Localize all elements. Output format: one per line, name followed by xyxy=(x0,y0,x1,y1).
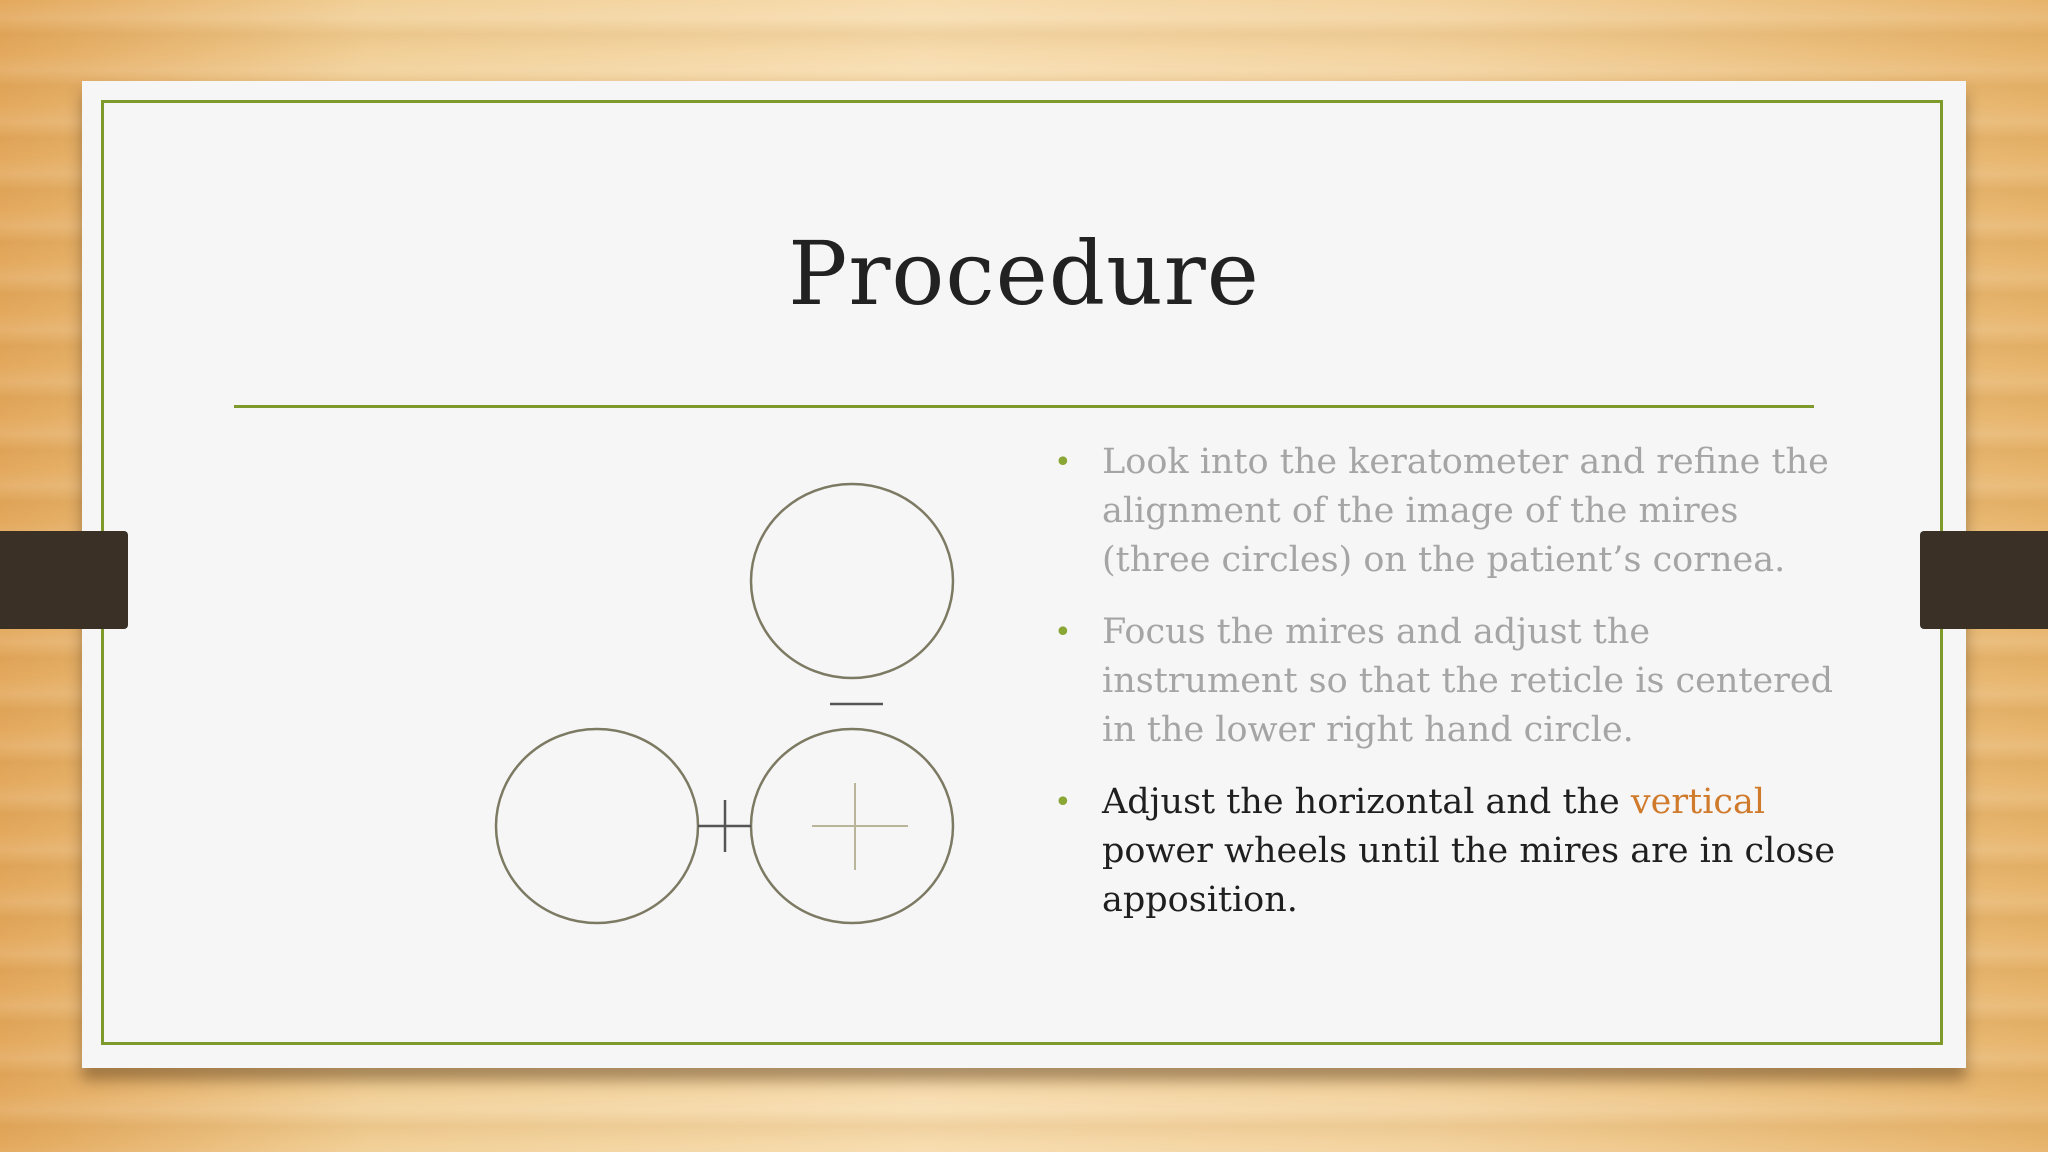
bullet-item-current xyxy=(1052,778,1842,925)
bullet-item xyxy=(1052,438,1842,585)
bullet-dot: • xyxy=(1054,615,1072,650)
top-mire-circle xyxy=(751,484,953,678)
bullet-text-before: Adjust the horizontal and the xyxy=(1102,782,1631,822)
bullet-text-after: power wheels until the mires are in close apposition. xyxy=(1102,831,1836,920)
bullet-text: Look into the keratometer and refine the alignment of the image of the mires (three circles) on the patient’s cornea. xyxy=(1102,442,1829,580)
bullet-dot: • xyxy=(1054,445,1072,480)
slide-title: Procedure xyxy=(788,222,1260,325)
right-binder-clip xyxy=(1920,531,2048,629)
left-binder-clip xyxy=(0,531,128,629)
left-mire-circle xyxy=(496,729,698,923)
highlighted-word: vertical xyxy=(1630,782,1766,822)
keratometer-mires-diagram xyxy=(480,470,980,930)
bullet-text xyxy=(1102,782,1835,920)
title-divider xyxy=(234,405,1814,408)
bullet-text: Focus the mires and adjust the instrument so that the reticle is centered in the lower right hand circle. xyxy=(1102,612,1834,750)
bullet-item xyxy=(1052,608,1842,755)
bullet-dot: • xyxy=(1054,785,1072,820)
bullet-list xyxy=(1052,438,1842,948)
